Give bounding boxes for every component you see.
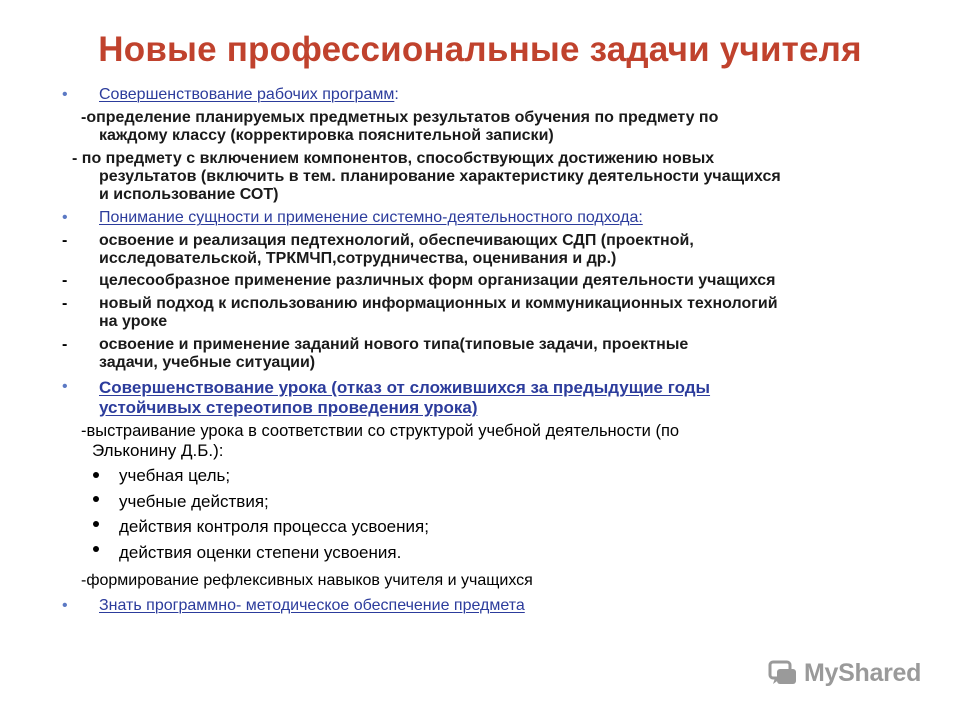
- section4-heading[interactable]: Знать программно- методическое обеспечение предмета: [99, 597, 525, 614]
- bullet-dot-icon: [93, 546, 99, 552]
- dash-marker: -: [62, 232, 68, 249]
- bullet-dot-icon: [93, 521, 99, 527]
- section1-item2-line3: и использование СОТ): [99, 186, 279, 203]
- bullet-dot-icon: [93, 496, 99, 502]
- bullet-marker: •: [62, 86, 68, 103]
- myshared-logo-icon: [768, 658, 798, 688]
- dash-marker: -: [62, 336, 68, 353]
- section2-item2-line1: целесообразное применение различных форм организации деятельности учащихся: [99, 272, 776, 289]
- section2-item1-line1: освоение и реализация педтехнологий, обеспечивающих СДП (проектной,: [99, 232, 694, 249]
- section2-heading[interactable]: Понимание сущности и применение системно-деятельностного подхода:: [99, 209, 643, 226]
- bullet-dot-icon: [93, 472, 99, 478]
- section3-bullet-2: учебные действия;: [119, 492, 269, 511]
- section1-heading[interactable]: Совершенствование рабочих программ: [99, 86, 395, 103]
- section2-item4-line2: задачи, учебные ситуации): [99, 354, 316, 371]
- page-title: Новые профессиональные задачи учителя: [98, 30, 862, 69]
- dash-marker: -: [62, 295, 68, 312]
- myshared-watermark: [768, 658, 921, 688]
- section1-item2-line2: результатов (включить в тем. планирование характеристику деятельности учащихся: [99, 168, 781, 185]
- section1-item1-line1: -определение планируемых предметных результатов обучения по предмету по: [81, 109, 719, 126]
- section2-item3-line2: на уроке: [99, 313, 168, 330]
- section3-heading-line1[interactable]: Совершенствование урока (отказ от сложившихся за предыдущие годы: [99, 378, 711, 397]
- section2-item4-line1: освоение и применение заданий нового типа(типовые задачи, проектные: [99, 336, 689, 353]
- dash-marker: -: [62, 272, 68, 289]
- bullet-marker: •: [62, 597, 68, 614]
- section3-lead-line1: -выстраивание урока в соответствии со структурой учебной деятельности (по: [81, 422, 680, 440]
- bullet-marker: •: [62, 209, 68, 226]
- section3-bullet-3: действия контроля процесса усвоения;: [119, 517, 429, 536]
- section2-item1-line2: исследовательской, ТРКМЧП,сотрудничества, оценивания и др.): [99, 250, 617, 267]
- section1-item2-line1: - по предмету с включением компонентов, способствующих достижению новых: [72, 150, 715, 167]
- section3-lead-line2: Эльконину Д.Б.):: [92, 441, 224, 460]
- section3-bullet-1: учебная цель;: [119, 466, 231, 485]
- section3-footer: -формирование рефлексивных навыков учителя и учащихся: [81, 572, 533, 589]
- section2-item3-line1: новый подход к использованию информационных и коммуникационных технологий: [99, 295, 778, 312]
- watermark-text: MyShared: [804, 658, 922, 687]
- section3-heading-line2[interactable]: устойчивых стереотипов проведения урока): [99, 398, 478, 417]
- bullet-marker: •: [62, 378, 68, 395]
- section3-bullet-4: действия оценки степени усвоения.: [119, 543, 402, 562]
- section1-heading-line: Совершенствование рабочих программ:: [99, 86, 399, 103]
- section1-item1-line2: каждому классу (корректировка пояснительной записки): [99, 127, 554, 144]
